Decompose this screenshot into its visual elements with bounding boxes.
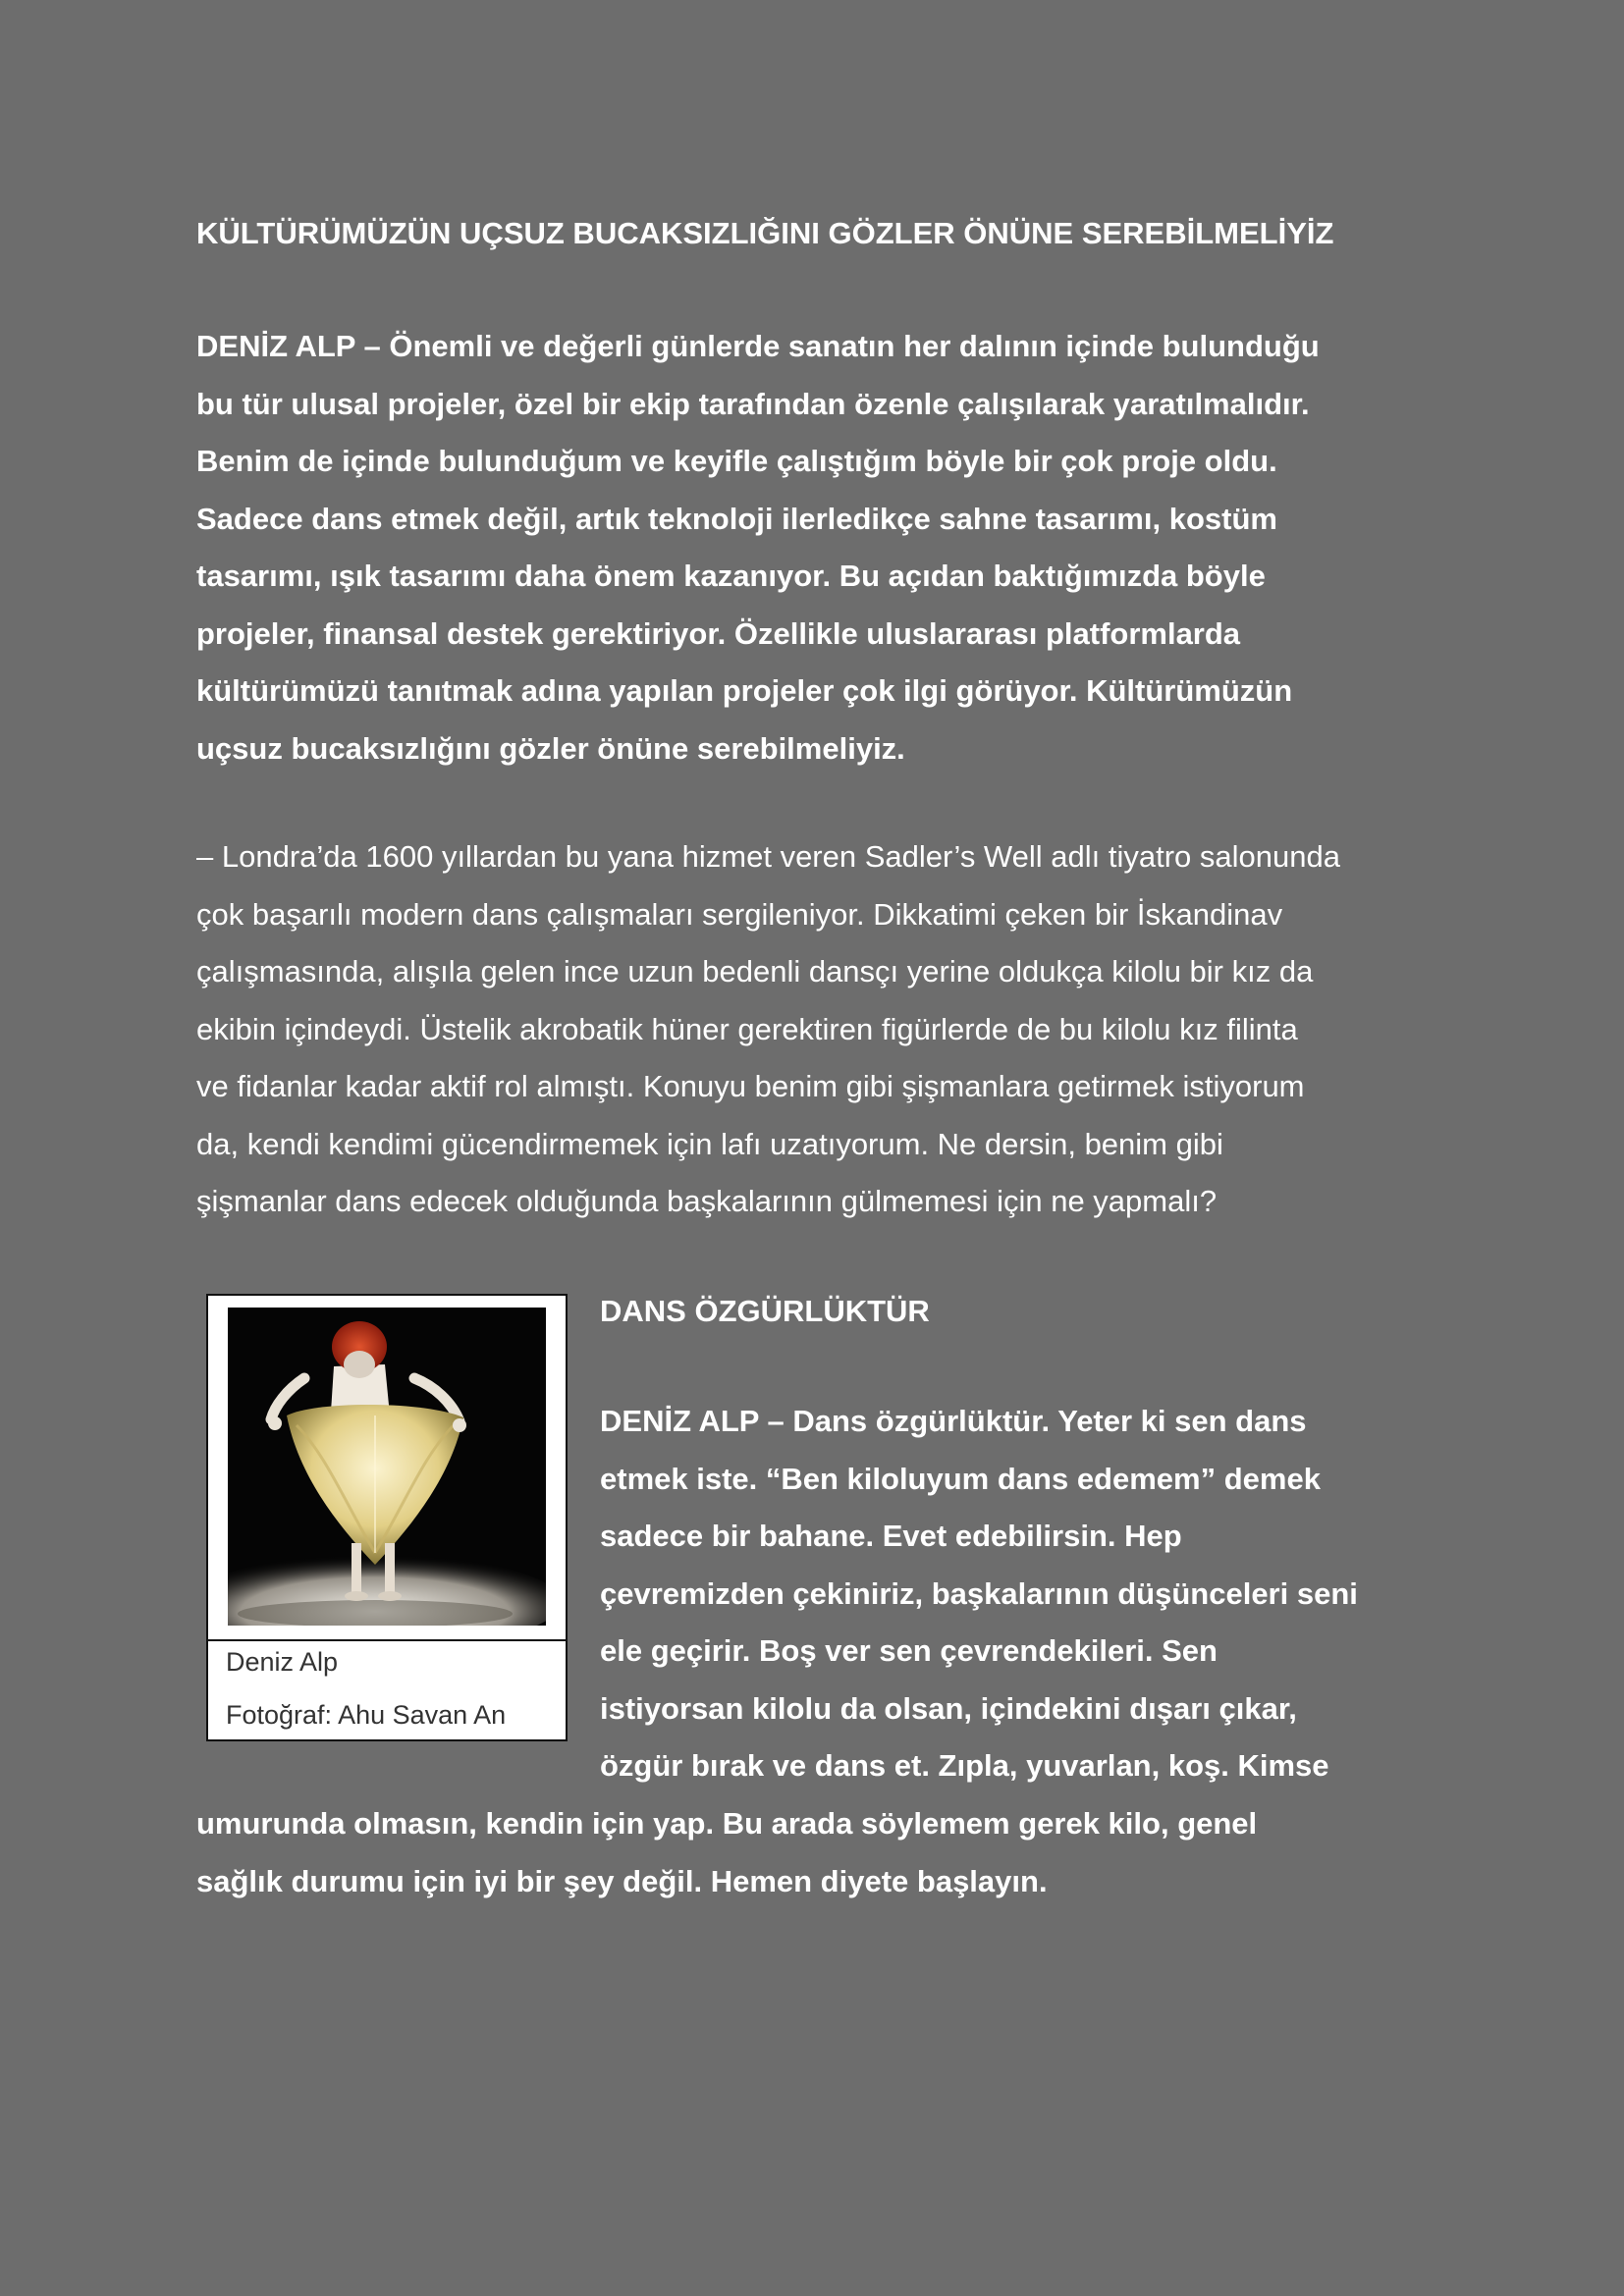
dancer-photo (228, 1308, 546, 1626)
text-line: tasarımı, ışık tasarımı daha önem kazanıyor. Bu açıdan baktığımızda böyle (196, 559, 1266, 593)
text-line: sadece bir bahane. Evet edebilirsin. Hep (600, 1519, 1182, 1553)
text-line: çok başarılı modern dans çalışmaları sergileniyor. Dikkatimi çeken bir İskandinav (196, 896, 1283, 932)
text-line: Benim de içinde bulunduğum ve keyifle çalıştığım böyle bir çok proje oldu. (196, 444, 1277, 478)
text-line: ekibin içindeydi. Üstelik akrobatik hüner gerektiren figürlerde de bu kilolu kız filinta (196, 1011, 1298, 1046)
text-line: çevremizden çekiniriz, başkalarının düşünceleri seni (600, 1575, 1358, 1611)
text-line: ele geçirir. Boş ver sen çevrendekileri. Sen (600, 1633, 1218, 1668)
text-line: DENİZ ALP – Dans özgürlüktür. Yeter ki sen dans (600, 1404, 1307, 1438)
answer-paragraph-1 (196, 318, 1434, 777)
text-line: – Londra’da 1600 yıllardan bu yana hizmet veren Sadler’s Well adlı tiyatro salonunda (196, 839, 1340, 874)
text-line: uçsuz bucaksızlığını gözler önüne serebilmeliyiz. (196, 730, 905, 766)
text-line: etmek iste. “Ben kiloluyum dans edemem” demek (600, 1461, 1321, 1496)
answer-paragraph-2-continued (196, 1795, 1434, 1910)
text-line: şişmanlar dans edecek olduğunda başkalarının gülmemesi için ne yapmalı? (196, 1184, 1218, 1218)
text-line: çalışmasında, alışıla gelen ince uzun bedenli dansçı yerine oldukça kilolu bir kız da (196, 954, 1314, 988)
text-line: ve fidanlar kadar aktif rol almıştı. Konuyu benim gibi şişmanlara getirmek istiyorum (196, 1069, 1305, 1103)
photo-caption-credit: Fotoğraf: Ahu Savan An (226, 1700, 507, 1730)
dancer-illustration (228, 1308, 546, 1626)
text-line: özgür bırak ve dans et. Zıpla, yuvarlan, koş. Kimse (600, 1748, 1329, 1783)
text-line: bu tür ulusal projeler, özel bir ekip tarafından özenle çalışılarak yaratılmalıdır. (196, 386, 1310, 421)
text-line: Sadece dans etmek değil, artık teknoloji ilerledikçe sahne tasarımı, kostüm (196, 501, 1277, 536)
question-paragraph (196, 828, 1434, 1231)
text-line: kültürümüzü tanıtmak adına yapılan projeler çok ilgi görüyor. Kültürümüzün (196, 673, 1293, 708)
answer-paragraph-2 (600, 1393, 1435, 1795)
page-heading: KÜLTÜRÜMÜZÜN UÇSUZ BUCAKSIZLIĞINI GÖZLER ÖNÜNE SEREBİLMELİYİZ (196, 216, 1334, 250)
text-line: umurunda olmasın, kendin için yap. Bu arada söylemem gerek kilo, genel (196, 1806, 1258, 1841)
photo-caption-name: Deniz Alp (226, 1647, 339, 1677)
section-heading: DANS ÖZGÜRLÜKTÜR (600, 1294, 930, 1328)
text-line: istiyorsan kilolu da olsan, içindekini dışarı çıkar, (600, 1690, 1297, 1726)
caption-divider (208, 1639, 566, 1641)
text-line: DENİZ ALP – Önemli ve değerli günlerde sanatın her dalının içinde bulunduğu (196, 329, 1320, 363)
text-line: sağlık durumu için iyi bir şey değil. Hemen diyete başlayın. (196, 1863, 1048, 1898)
text-line: projeler, finansal destek gerektiriyor. Özellikle uluslararası platformlarda (196, 615, 1241, 651)
text-line: da, kendi kendimi gücendirmemek için lafı uzatıyorum. Ne dersin, benim gibi (196, 1126, 1223, 1161)
